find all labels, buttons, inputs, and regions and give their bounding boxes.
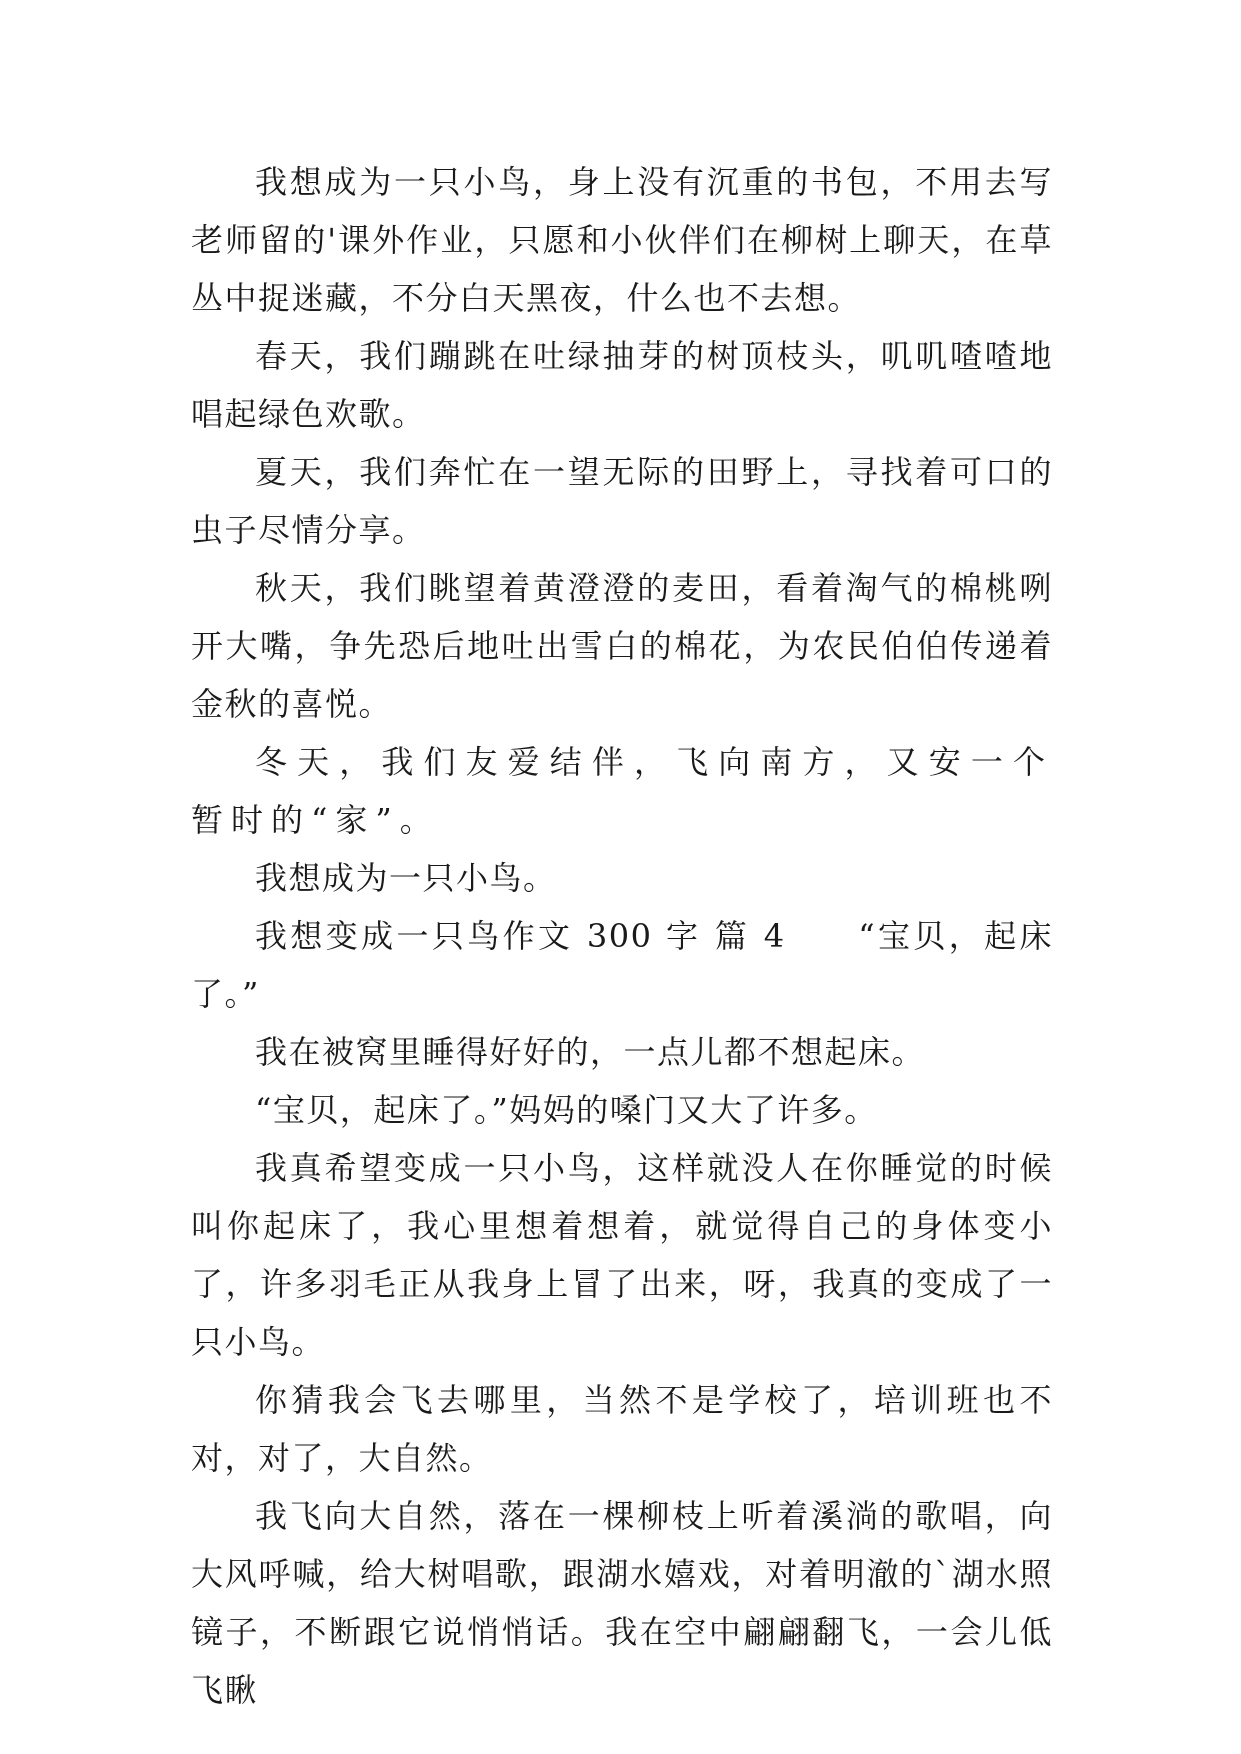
essay-body <box>191 153 1053 1719</box>
paragraph-11: 你猜我会飞去哪里，当然不是学校了，培训班也不对，对了，大自然。 <box>191 1381 1053 1477</box>
paragraph-5: 冬天，我们友爱结伴，飞向南方，又安一个暂时的“家”。 <box>191 743 1053 839</box>
paragraph-12: 我飞向大自然，落在一棵柳枝上听着溪淌的歌唱，向大风呼喊，给大树唱歌，跟湖水嬉戏，对着明澈的`湖水照镜子，不断跟它说悄悄话。我在空中翩翩翻飞，一会儿低飞瞅 <box>191 1497 1053 1709</box>
paragraph-3: 夏天，我们奔忙在一望无际的田野上，寻找着可口的虫子尽情分享。 <box>191 453 1053 549</box>
paragraph-4: 秋天，我们眺望着黄澄澄的麦田，看着淘气的棉桃咧开大嘴，争先恐后地吐出雪白的棉花，为农民伯伯传递着金秋的喜悦。 <box>191 569 1053 723</box>
paragraph-9: “宝贝，起床了。”妈妈的嗓门又大了许多。 <box>255 1091 878 1129</box>
paragraph-8: 我在被窝里睡得好好的，一点儿都不想起床。 <box>255 1033 926 1071</box>
paragraph-2: 春天，我们蹦跳在吐绿抽芽的树顶枝头，叽叽喳喳地唱起绿色欢歌。 <box>191 337 1053 433</box>
paragraph-6: 我想成为一只小鸟。 <box>255 859 557 897</box>
paragraph-1: 我想成为一只小鸟，身上没有沉重的书包，不用去写老师留的'课外作业，只愿和小伙伴们在柳树上聊天，在草丛中捉迷藏，不分白天黑夜，什么也不去想。 <box>191 163 1053 317</box>
paragraph-7: 我想变成一只鸟作文 300 字 篇 4 “宝贝，起床了。” <box>191 917 1053 1013</box>
paragraph-10: 我真希望变成一只小鸟，这样就没人在你睡觉的时候叫你起床了，我心里想着想着，就觉得自己的身体变小了，许多羽毛正从我身上冒了出来，呀，我真的变成了一只小鸟。 <box>191 1149 1053 1361</box>
